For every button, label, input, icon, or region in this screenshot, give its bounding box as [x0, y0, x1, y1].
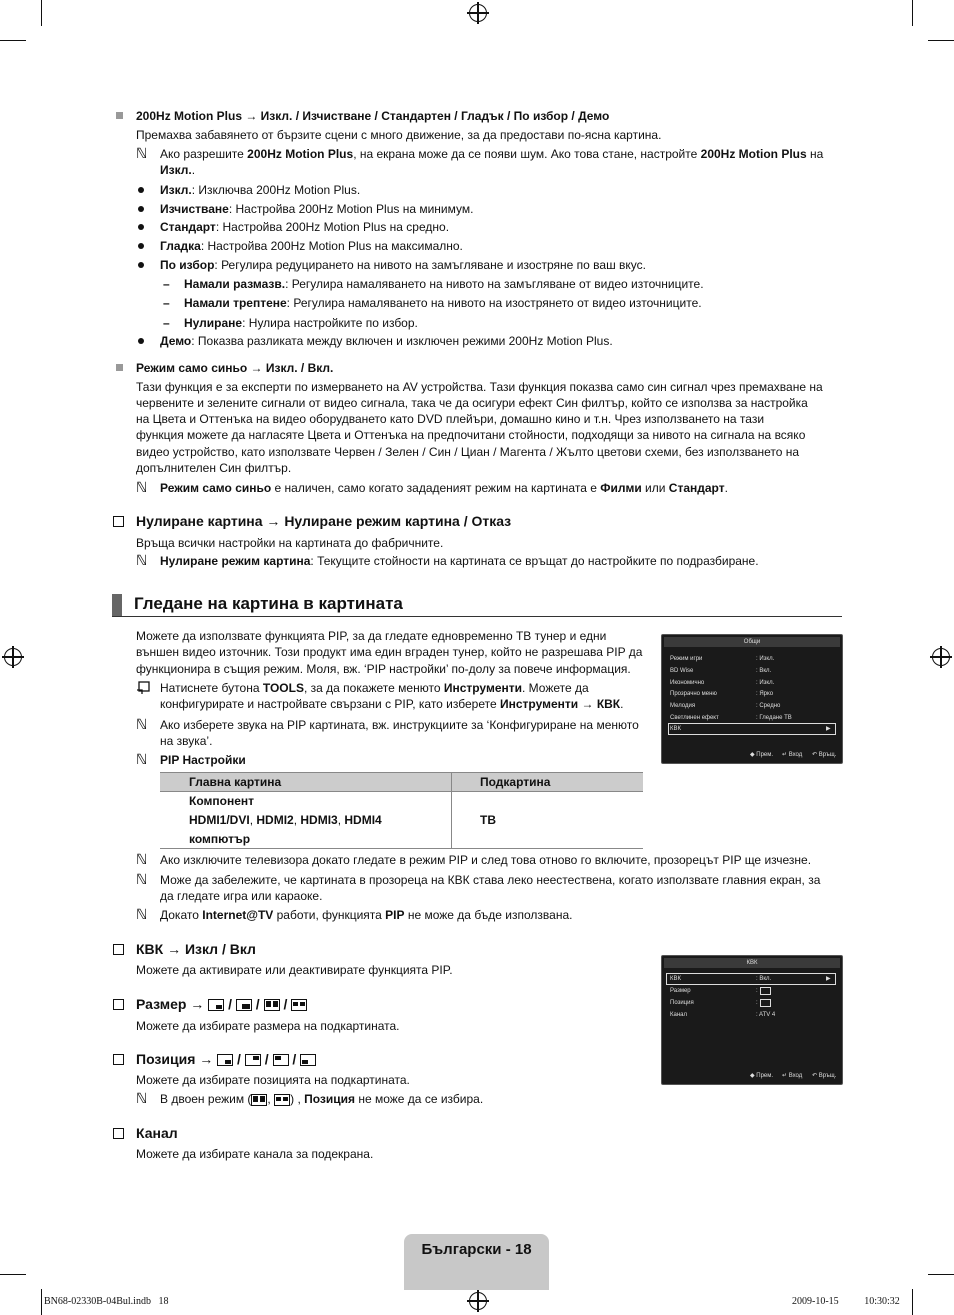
pip-position-top-left-icon	[273, 1054, 289, 1066]
note-icon: ℕ	[136, 852, 148, 868]
menu-item-value: : Изкл.	[756, 656, 775, 662]
checkbox-bullet-icon	[113, 1128, 124, 1139]
list-item: Намали размазв.: Регулира намаляването на нивото на замъгляване от видео източниците.	[184, 277, 704, 291]
footer-enter: ↵ Вход	[782, 1073, 803, 1079]
blue-mode-text: допълнителен Син филтър.	[136, 461, 292, 475]
kvk-heading: КВК → Изкл / Вкл	[136, 941, 256, 957]
blue-mode-note: Режим само синьо е наличен, само когато зададеният режим на картината е Филми или Стандарт.	[160, 481, 728, 495]
arrow-right-icon: ▶	[826, 976, 831, 982]
registration-mark-icon	[4, 648, 22, 666]
menu-item-label[interactable]: Икономично	[670, 680, 705, 686]
list-item: Нулиране: Нулира настройките по избор.	[184, 316, 418, 330]
menu-item-value: : ATV 4	[756, 1012, 776, 1018]
divider	[112, 616, 842, 617]
checkbox-bullet-icon	[113, 1054, 124, 1065]
motion-plus-heading: 200Hz Motion Plus → Изкл. / Изчистване / Стандартен / Гладък / По избор / Демо	[136, 109, 610, 123]
size-heading: Размер → / / /	[136, 996, 307, 1012]
registration-mark-icon	[932, 648, 950, 666]
registration-mark-icon	[469, 1292, 487, 1310]
list-item: Стандарт: Настройва 200Hz Motion Plus на средно.	[160, 220, 450, 234]
menu-item-value: : Средно	[756, 703, 781, 709]
pip-size-small-icon	[760, 987, 771, 995]
note-icon: ℕ	[136, 553, 148, 569]
crop-mark	[912, 0, 913, 26]
table-cell: ТВ	[480, 813, 496, 827]
dash-bullet: –	[163, 296, 170, 310]
table-cell: компютър	[189, 832, 251, 846]
blue-mode-text: видео устройство, като използвате Червен / Зелен / Син / Циан / Магента / Жълто цветови схеми, без използването на	[136, 445, 800, 459]
pip-intro: функционира в същия режим. Моля, вж. ‘PIP настройки’ по-долу за повече информация.	[136, 662, 631, 676]
crop-mark	[41, 0, 42, 26]
registration-mark-icon	[469, 4, 487, 22]
arrow-right-icon: ▶	[826, 726, 831, 732]
pip-note: Ако изключите телевизора докато гледате в режим PIP и след това отново го включите, прозорецът PIP ще изчезне.	[160, 853, 812, 867]
pip-size-small-icon	[208, 999, 224, 1011]
crop-mark	[0, 40, 26, 41]
menu-screenshot-pip	[661, 955, 843, 1085]
menu-item-label[interactable]: Размер	[670, 988, 691, 994]
menu-item-value: : Ярко	[756, 691, 774, 697]
position-heading: Позиция → / / /	[136, 1051, 316, 1067]
checkbox-bullet-icon	[113, 944, 124, 955]
menu-item-selected[interactable]	[666, 973, 836, 985]
channel-desc: Можете да избирате канала за подекрана.	[136, 1147, 374, 1161]
footer-return: ↶ Връщ.	[812, 1073, 837, 1079]
pip-note: на звука’.	[160, 734, 213, 748]
menu-item-value: :	[756, 1000, 758, 1006]
tools-note: Натиснете бутона TOOLS, за да покажете менюто Инструменти. Можете да	[160, 681, 589, 695]
table-header-cell: Подкартина	[480, 775, 551, 789]
table-cell: HDMI1/DVI, HDMI2, HDMI3, HDMI4	[189, 813, 382, 827]
note-icon: ℕ	[136, 872, 148, 888]
reset-heading: Нулиране картина → Нулиране режим картина / Отказ	[136, 513, 512, 529]
menu-item-value: : Гледане ТВ	[756, 715, 792, 721]
dash-bullet: –	[163, 277, 170, 291]
pip-intro: външен видео източник. Този продукт има един вграден тунер, който не разрешава PIP да	[136, 645, 643, 659]
pip-double-wide-icon	[291, 999, 307, 1011]
position-note: В двоен режим ( , ) , Позиция не може да се избира.	[160, 1092, 484, 1106]
checkbox-bullet-icon	[113, 999, 124, 1010]
pip-size-large-icon	[236, 999, 252, 1011]
bullet-dot	[138, 187, 144, 193]
page-number: Български - 18	[421, 1241, 532, 1258]
blue-mode-heading: Режим само синьо → Изкл. / Вкл.	[136, 361, 334, 375]
imprint-file: BN68-02330B-04Bul.indb 18	[44, 1296, 169, 1307]
reset-desc: Връща всички настройки на картината до фабричните.	[136, 536, 444, 550]
section-bullet	[116, 112, 123, 119]
tools-note: конфигурирате и настройвате свързани с PIP, като изберете Инструменти → КВК.	[160, 697, 624, 711]
list-item: Изкл.: Изключва 200Hz Motion Plus.	[160, 183, 361, 197]
menu-item-value: : Вкл.	[756, 976, 772, 982]
pip-double-wide-icon	[274, 1094, 290, 1106]
footer-move: ◆ Прем.	[750, 1073, 774, 1079]
bullet-dot	[138, 243, 144, 249]
bullet-dot	[138, 338, 144, 344]
pip-position-top-right-icon	[245, 1054, 261, 1066]
menu-item-selected[interactable]	[668, 723, 836, 735]
blue-mode-text: на Цвета и Оттенъка на видео оборудването като DVD плейъри, домашно кино и т.н. Чрез използването на тази	[136, 412, 765, 426]
heading-marker	[112, 594, 122, 616]
reset-note: Нулиране режим картина: Текущите стойности на картината се връщат до настройките по подразбиране.	[160, 554, 759, 568]
pip-position-bottom-right-icon	[217, 1054, 233, 1066]
pip-settings-label: PIP Настройки	[160, 753, 246, 767]
pip-note: Ако изберете звука на PIP картината, вж. инструкциите за ‘Конфигуриране на менюто	[160, 718, 639, 732]
menu-title: КВК	[746, 960, 758, 966]
kvk-desc: Можете да активирате или деактивирате функцията PIP.	[136, 963, 453, 977]
pip-position-bottom-left-icon	[300, 1054, 316, 1066]
menu-screenshot-general	[661, 634, 843, 764]
menu-item-label[interactable]: Канал	[670, 1012, 687, 1018]
table-row	[160, 792, 643, 849]
menu-item-label[interactable]: КВК	[670, 976, 681, 982]
note-icon: ℕ	[136, 717, 148, 733]
note-icon: ℕ	[136, 480, 148, 496]
list-item: Демо: Показва разликата между включен и изключен режими 200Hz Motion Plus.	[160, 334, 613, 348]
menu-item-value: : Вкл.	[756, 668, 772, 674]
table-header	[160, 772, 643, 792]
menu-item-label[interactable]: Светлинен ефект	[670, 715, 719, 721]
menu-title: Общи	[743, 639, 761, 645]
pip-double-icon	[251, 1094, 267, 1106]
pip-intro: Можете да използвате функцията PIP, за да гледате едновременно ТВ тунер и едни	[136, 629, 607, 643]
crop-mark	[0, 1274, 26, 1275]
menu-item-value: :	[756, 988, 758, 994]
blue-mode-text: Тази функция е за експерти по измерването на AV устройства. Тази функция показва само син сигнал чрез премахване на	[136, 380, 823, 394]
menu-item-label[interactable]: BD Wise	[670, 668, 694, 674]
crop-mark	[41, 1289, 42, 1315]
note-icon: ℕ	[136, 146, 148, 162]
blue-mode-text: червените и зелените сигнали от видео сигнала, така че да осигури ефект Син филтър, който се използва за настройка	[136, 396, 808, 410]
position-desc: Можете да избирате позицията на подкартината.	[136, 1073, 410, 1087]
imprint-date: 2009-10-15 ￿￿ 10:30:32	[792, 1296, 900, 1307]
table-header-cell: Главна картина	[189, 775, 282, 789]
pip-table	[160, 772, 643, 849]
list-item: Намали трептене: Регулира намаляването на нивото на изострянето от видео източниците.	[184, 296, 702, 310]
crop-mark	[928, 1274, 954, 1275]
crop-mark	[912, 1289, 913, 1315]
pip-position-bottom-right-icon	[760, 999, 771, 1007]
checkbox-bullet-icon	[113, 516, 124, 527]
footer-enter: ↵ Вход	[782, 752, 803, 758]
channel-heading: Канал	[136, 1125, 178, 1141]
tools-icon	[136, 681, 150, 700]
pip-note: да гледате игра или караоке.	[160, 889, 323, 903]
pip-double-icon	[264, 999, 280, 1011]
footer-return: ↶ Връщ.	[812, 752, 837, 758]
menu-item-label[interactable]: Прозрачно меню	[670, 691, 717, 697]
note-icon: ℕ	[136, 752, 148, 768]
list-item: Изчистване: Настройва 200Hz Motion Plus на минимум.	[160, 202, 474, 216]
dash-bullet: –	[163, 316, 170, 330]
list-item: По избор: Регулира редуцирането на нивото на замъгляване и изостряне по ваш вкус.	[160, 258, 647, 272]
crop-mark	[928, 40, 954, 41]
menu-item-label[interactable]: Позиция	[670, 1000, 694, 1006]
bullet-dot	[138, 206, 144, 212]
list-item: Гладка: Настройва 200Hz Motion Plus на максимално.	[160, 239, 463, 253]
menu-item-label[interactable]: КВК	[670, 726, 681, 732]
bullet-dot	[138, 224, 144, 230]
page-title: Гледане на картина в картината	[134, 594, 403, 613]
size-desc: Можете да избирате размера на подкартината.	[136, 1019, 400, 1033]
motion-plus-desc: Премахва забавянето от бързите сцени с много движение, за да предостави по-ясна картина.	[136, 128, 662, 142]
pip-note: Докато Internet@TV работи, функцията PIP не може да бъде използвана.	[160, 908, 573, 922]
menu-item-value: : Изкл.	[756, 680, 775, 686]
bullet-dot	[138, 262, 144, 268]
blue-mode-text: функция можете да нагласяте Цвета и Оттенъка на предпочитани стойности, подходящи за нивото на сигнала на всяко	[136, 428, 806, 442]
pip-note: Може да забележите, че картината в прозореца на КВК става леко неестествена, когато използвате главния екран, за	[160, 873, 821, 887]
footer-move: ◆ Прем.	[750, 752, 774, 758]
menu-item-label[interactable]: Режим игри	[670, 656, 703, 662]
note-icon: ℕ	[136, 907, 148, 923]
table-cell: Компонент	[189, 794, 254, 808]
menu-item-label[interactable]: Мелодия	[670, 703, 696, 709]
note-icon: ℕ	[136, 1091, 148, 1107]
section-bullet	[116, 364, 123, 371]
motion-plus-note: Ако разрешите 200Hz Motion Plus, на екрана може да се появи шум. Ако това стане, настройте 200Hz Motion Plus на Изкл..	[160, 147, 824, 177]
